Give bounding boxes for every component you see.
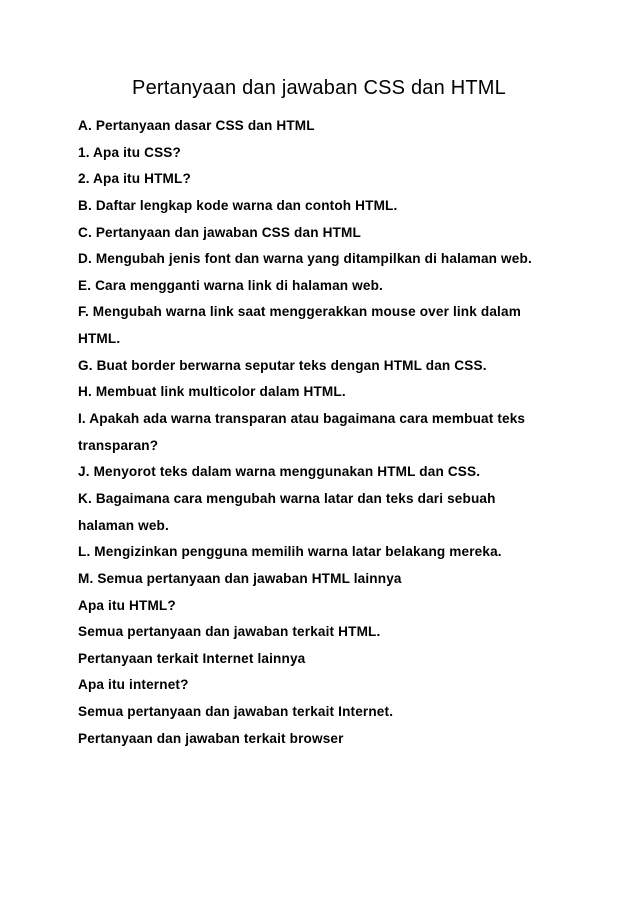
text-line: halaman web. [78,517,169,533]
text-line: A. Pertanyaan dasar CSS dan HTML [78,118,315,133]
text-line: E. Cara mengganti warna link di halaman web. [78,277,383,293]
text-line: Pertanyaan terkait Internet lainnya [78,650,306,666]
text-line: Apa itu HTML? [78,597,176,613]
text-line: F. Mengubah warna link saat menggerakkan mouse over link dalam [78,304,521,320]
text-line: L. Mengizinkan pengguna memilih warna latar belakang mereka. [78,544,502,560]
text-line: Pertanyaan dan jawaban terkait browser [78,730,344,746]
text-line: 2. Apa itu HTML? [78,171,191,187]
text-line: K. Bagaimana cara mengubah warna latar dan teks dari sebuah [78,490,496,506]
document-title: Pertanyaan dan jawaban CSS dan HTML [132,77,506,99]
text-line: Apa itu internet? [78,677,189,693]
text-line: transparan? [78,437,159,453]
text-line: I. Apakah ada warna transparan atau bagaimana cara membuat teks [78,411,526,427]
text-line: D. Mengubah jenis font dan warna yang ditampilkan di halaman web. [78,251,532,267]
text-line: HTML. [78,331,121,347]
text-line: Semua pertanyaan dan jawaban terkait HTML. [78,624,381,640]
text-line: H. Membuat link multicolor dalam HTML. [78,384,346,400]
text-line: B. Daftar lengkap kode warna dan contoh HTML. [78,197,398,213]
text-line: J. Menyorot teks dalam warna menggunakan HTML dan CSS. [78,464,481,480]
text-line: C. Pertanyaan dan jawaban CSS dan HTML [78,224,361,240]
text-line: M. Semua pertanyaan dan jawaban HTML lainnya [78,570,402,586]
text-line: G. Buat border berwarna seputar teks dengan HTML dan CSS. [78,357,487,373]
document-content [78,113,578,752]
text-line: 1. Apa itu CSS? [78,144,181,160]
text-line: Semua pertanyaan dan jawaban terkait Internet. [78,704,394,720]
